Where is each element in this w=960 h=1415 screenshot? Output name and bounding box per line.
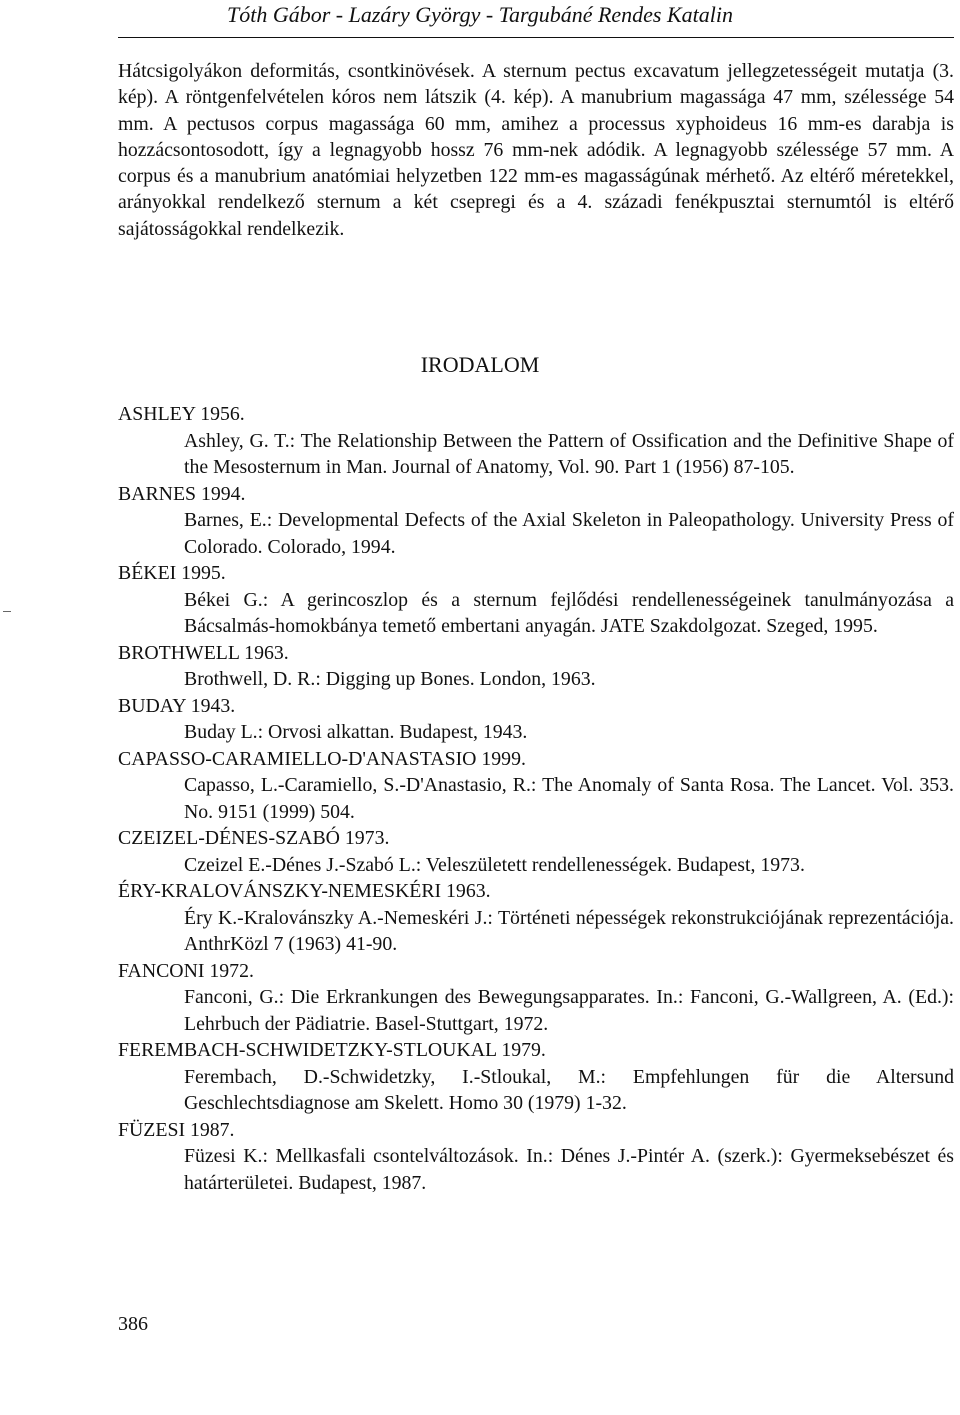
running-header: Tóth Gábor - Lazáry György - Targubáné Rendes Katalin: [227, 2, 733, 27]
reference-key: ÉRY-KRALOVÁNSZKY-NEMESKÉRI 1963.: [118, 880, 491, 902]
reference-entry: [118, 878, 954, 958]
reference-key: ASHLEY 1956.: [118, 403, 245, 425]
references-heading: IRODALOM: [420, 352, 540, 377]
body-paragraph: Hátcsigolyákon deformitás, csontkinövések. A sternum pectus excavatum jellegzetességeit mutatja (3. kép). A röntgenfelvételen kóros nem látszik (4. kép). A manubrium magassága 47 mm, szélessége 54 mm. A pectusos corpus magassága 60 mm, amihez a processus xyphoideus 16 mm-es darabja is hozzácsontosodott, így a legnagyobb hossz 76 mm-nek adódik. A legnagyobb szélessége 57 mm. A corpus és a manubrium anatómiai helyzetben 122 mm-es magasságúnak mérhető. Az eltérő méretekkel, arányokkal rendelkező sternum a két csepregi és a 4. századi fenékpusztai sternumtól is eltérő sajátosságokkal rendelkezik.: [118, 60, 954, 240]
reference-entry: [118, 401, 954, 481]
reference-citation: Füzesi K.: Mellkasfali csontelváltozások. In.: Dénes J.-Pintér A. (szerk.): Gyermeksebészet és határterületei. Budapest, 1987.: [184, 1145, 954, 1194]
reference-entry: [118, 481, 954, 561]
reference-entry: [118, 1037, 954, 1117]
reference-key: CAPASSO-CARAMIELLO-D'ANASTASIO 1999.: [118, 747, 526, 770]
reference-citation: Ashley, G. T.: The Relationship Between the Pattern of Ossification and the Definitive Shape of the Mesosternum in Man. Journal of Anatomy, Vol. 90. Part 1 (1956) 87-105.: [184, 429, 954, 478]
reference-list: [118, 401, 954, 1196]
reference-entry: [118, 560, 954, 640]
reference-key: BUDAY 1943.: [118, 694, 236, 717]
reference-entry: [118, 746, 954, 826]
reference-citation: Fanconi, G.: Die Erkrankungen des Bewegungsapparates. In.: Fanconi, G.-Wallgreen, A. (Ed.): Lehrbuch der Pädiatrie. Basel-Stuttgart, 1972.: [184, 986, 954, 1035]
reference-key: FÜZESI 1987.: [118, 1118, 235, 1141]
page-number: 386: [118, 1313, 148, 1335]
reference-citation: Buday L.: Orvosi alkattan. Budapest, 1943.: [184, 721, 528, 743]
reference-entry: [118, 958, 954, 1038]
header-rule: [118, 37, 954, 38]
margin-mark: [3, 611, 11, 612]
reference-key: FEREMBACH-SCHWIDETZKY-STLOUKAL 1979.: [118, 1039, 546, 1061]
reference-key: BÉKEI 1995.: [118, 562, 226, 584]
reference-citation: Békei G.: A gerincoszlop és a sternum fejlődési rendellenességeinek tanulmányozása a Bácsalmás-homokbánya temető embertani anyagán. JATE Szakdolgozat. Szeged, 1995.: [184, 588, 954, 637]
reference-citation: Éry K.-Kralovánszky A.-Nemeskéri J.: Történeti népességek rekonstrukciójának reprezentációja. AnthrKözl 7 (1963) 41-90.: [184, 906, 954, 955]
reference-key: CZEIZEL-DÉNES-SZABÓ 1973.: [118, 827, 390, 849]
reference-entry: [118, 693, 954, 746]
reference-citation: Ferembach, D.-Schwidetzky, I.-Stloukal, M.: Empfehlungen für die Altersund Geschlechtsdiagnose am Skelett. Homo 30 (1979) 1-32.: [184, 1065, 954, 1114]
reference-key: BROTHWELL 1963.: [118, 641, 289, 664]
reference-entry: [118, 1117, 954, 1197]
reference-entry: [118, 825, 954, 878]
reference-entry: [118, 640, 954, 693]
reference-citation: Barnes, E.: Developmental Defects of the Axial Skeleton in Paleopathology. University Press of Colorado. Colorado, 1994.: [184, 509, 954, 558]
reference-citation: Czeizel E.-Dénes J.-Szabó L.: Veleszületett rendellenességek. Budapest, 1973.: [184, 853, 805, 876]
reference-citation: Capasso, L.-Caramiello, S.-D'Anastasio, R.: The Anomaly of Santa Rosa. The Lancet. Vol. 353. No. 9151 (1999) 504.: [184, 774, 954, 823]
reference-citation: Brothwell, D. R.: Digging up Bones. London, 1963.: [184, 668, 596, 690]
reference-key: FANCONI 1972.: [118, 959, 254, 982]
reference-key: BARNES 1994.: [118, 482, 246, 505]
